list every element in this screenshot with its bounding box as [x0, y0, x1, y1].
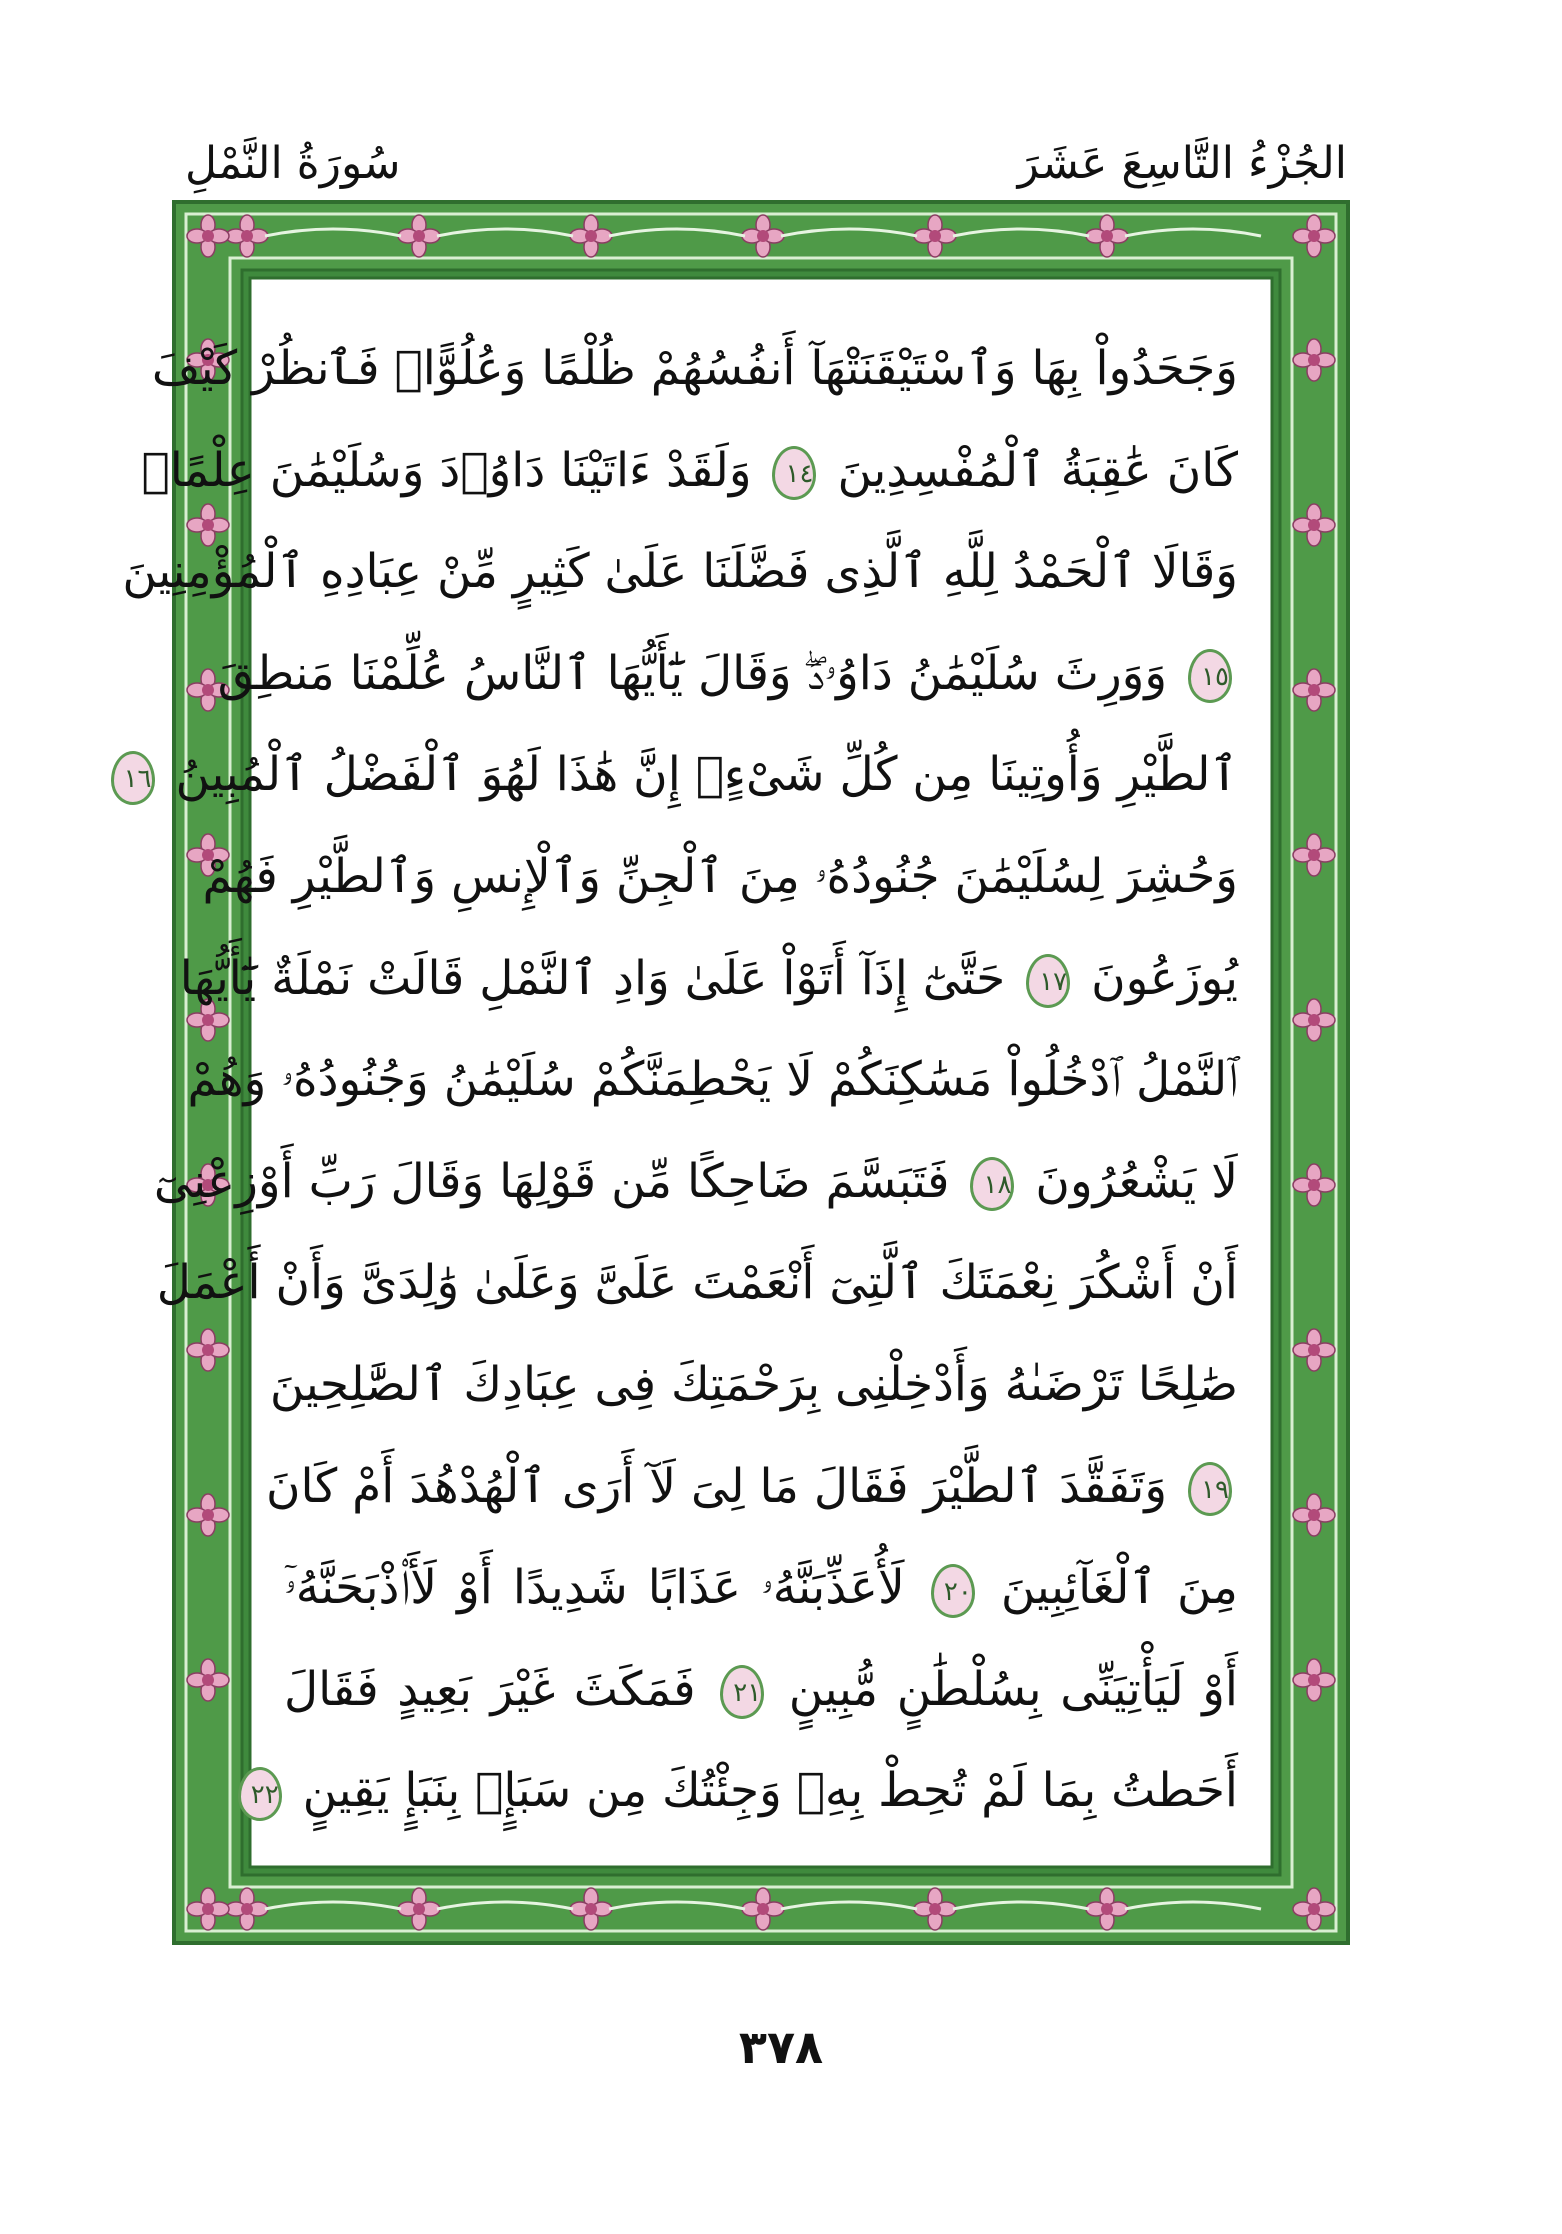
ayah-text: ٱلطَّيْرِ وَأُوتِينَا مِن كُلِّ شَىْءٍۖ إِنَّ هَٰذَا لَهُوَ ٱلْفَضْلُ ٱلْمُبِينُ [175, 747, 1238, 803]
ayah-number-marker: ١٧ [1026, 954, 1070, 1008]
ayah-text: أَحَطتُ بِمَا لَمْ تُحِطْ بِهِۦ وَجِئْتُكَ مِن سَبَإٍۭ بِنَبَإٍ يَقِينٍ [302, 1763, 1238, 1819]
ayah-line [265, 1436, 1238, 1538]
ayah-number-marker: ١٨ [970, 1157, 1014, 1211]
ayah-line [284, 1537, 1238, 1639]
ayah-line [141, 420, 1238, 522]
ayah-number-marker: ٢٠ [931, 1564, 975, 1618]
page-number: ٣٧٨ [738, 2020, 824, 2074]
ayah-text: فَتَبَسَّمَ ضَاحِكًا مِّن قَوْلِهَا وَقَالَ رَبِّ أَوْزِعْنِىٓ [153, 1153, 950, 1209]
ayah-text-panel [122, 282, 1268, 1863]
ayah-number-marker: ٢٢ [238, 1767, 282, 1821]
ayah-text: وَوَرِثَ سُلَيْمَٰنُ دَاوُۥدَۖ وَقَالَ يَٰٓأَيُّهَا ٱلنَّاسُ عُلِّمْنَا مَنطِقَ [217, 645, 1168, 701]
ayah-text: لَأُعَذِّبَنَّهُۥ عَذَابًا شَدِيدًا أَوْ لَأَا۟ذْبَحَنَّهُۥٓ [284, 1560, 905, 1616]
ayah-text: كَانَ عَٰقِبَةُ ٱلْمُفْسِدِينَ [837, 442, 1238, 498]
ayah-text: مِنَ ٱلْغَآئِبِينَ [1000, 1560, 1238, 1616]
ayah-number-marker: ١٦ [111, 751, 155, 805]
ayah-line [250, 1740, 1238, 1842]
ayah-line [179, 928, 1238, 1030]
ayah-text: وَتَفَقَّدَ ٱلطَّيْرَ فَقَالَ مَا لِىَ لَآ أَرَى ٱلْهُدْهُدَ أَمْ كَانَ [265, 1458, 1168, 1514]
ayah-line [151, 318, 1238, 420]
ayah-text: يُوزَعُونَ [1091, 950, 1238, 1006]
juz-title: الجُزْءُ التَّاسِعَ عَشَرَ [1017, 138, 1347, 189]
ayah-text: لَا يَشْعُرُونَ [1035, 1153, 1238, 1209]
ayah-line [269, 1334, 1238, 1436]
ayah-line [156, 1232, 1238, 1334]
ornamental-border [122, 200, 1350, 1945]
surah-title: سُورَةُ النَّمْلِ [185, 138, 401, 189]
ayah-line [202, 826, 1238, 928]
ayah-text: حَتَّىٰٓ إِذَآ أَتَوْاْ عَلَىٰ وَادِ ٱلنَّمْلِ قَالَتْ نَمْلَةٌ يَٰٓأَيُّهَا [179, 950, 1006, 1006]
ayah-number-marker: ١٤ [772, 446, 816, 500]
ayah-text: أَوْ لَيَأْتِيَنِّى بِسُلْطَٰنٍ مُّبِينٍ [788, 1661, 1238, 1717]
ayah-line [217, 623, 1238, 725]
ayah-text: صَٰلِحًا تَرْضَىٰهُ وَأَدْخِلْنِى بِرَحْمَتِكَ فِى عِبَادِكَ ٱلصَّٰلِحِينَ [269, 1356, 1238, 1412]
ayah-text: أَنْ أَشْكُرَ نِعْمَتَكَ ٱلَّتِىٓ أَنْعَمْتَ عَلَىَّ وَعَلَىٰ وَٰلِدَىَّ وَأَنْ أَعْمَلَ [156, 1255, 1238, 1311]
ayah-line [187, 1029, 1238, 1131]
ayah-line [153, 1131, 1238, 1233]
ayah-line [122, 521, 1238, 623]
ayah-number-marker: ١٥ [1188, 649, 1232, 703]
ayah-number-marker: ١٩ [1188, 1462, 1232, 1516]
ayah-text: وَجَحَدُواْ بِهَا وَٱسْتَيْقَنَتْهَآ أَنفُسُهُمْ ظُلْمًا وَعُلُوًّاۚ فَٱنظُرْ كَيْفَ [151, 341, 1238, 396]
ayah-line [284, 1639, 1238, 1741]
ayah-lines [122, 318, 1238, 1842]
ayah-line [123, 724, 1238, 826]
ayah-text: وَلَقَدْ ءَاتَيْنَا دَاوُۥدَ وَسُلَيْمَٰنَ عِلْمًاۖ [141, 442, 752, 498]
ayah-text: وَحُشِرَ لِسُلَيْمَٰنَ جُنُودُهُۥ مِنَ ٱلْجِنِّ وَٱلْإِنسِ وَٱلطَّيْرِ فَهُمْ [202, 848, 1238, 904]
ayah-text: ٱلنَّمْلُ ٱدْخُلُواْ مَسَٰكِنَكُمْ لَا يَحْطِمَنَّكُمْ سُلَيْمَٰنُ وَجُنُودُهُۥ وَهُمْ [187, 1052, 1238, 1108]
ayah-number-marker: ٢١ [720, 1665, 764, 1719]
ayah-text: وَقَالَا ٱلْحَمْدُ لِلَّهِ ٱلَّذِى فَضَّلَنَا عَلَىٰ كَثِيرٍ مِّنْ عِبَادِهِ ٱلْمُؤْمِنِينَ [122, 544, 1238, 600]
ayah-text: فَمَكَثَ غَيْرَ بَعِيدٍ فَقَالَ [284, 1661, 696, 1717]
